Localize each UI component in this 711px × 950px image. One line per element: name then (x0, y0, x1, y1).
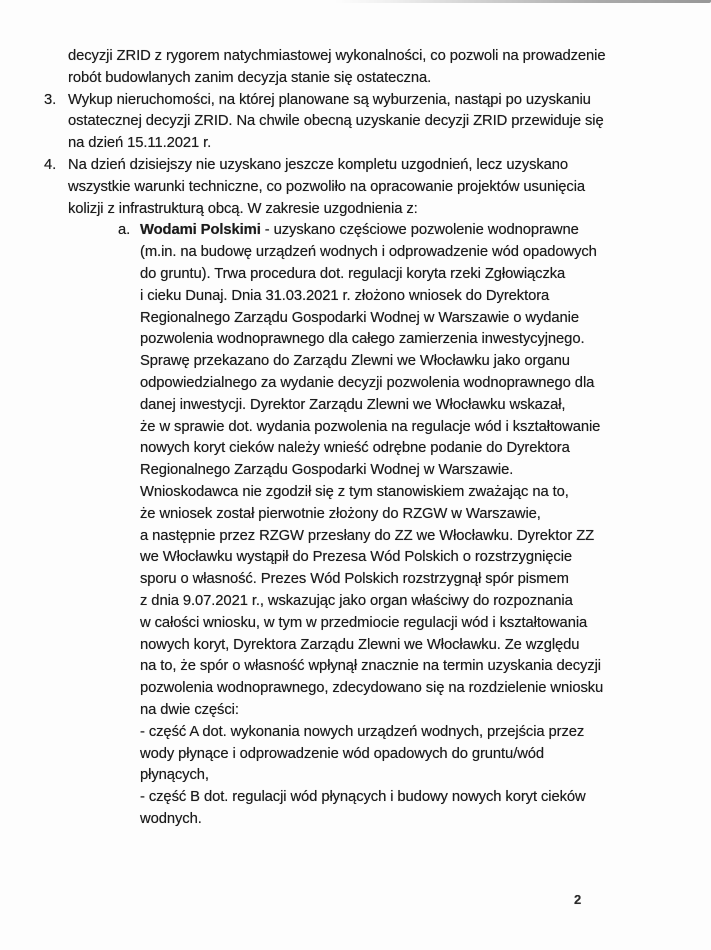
text-line: Wykup nieruchomości, na której planowane są wyburzenia, nastąpi po uzyskaniu (68, 91, 591, 108)
item-4-number: 4. (44, 156, 57, 173)
text-line: wody płynące i odprowadzenie wód opadowych do gruntu/wód (140, 745, 545, 762)
document-body (44, 46, 668, 831)
text-line: i cieku Dunaj. Dnia 31.03.2021 r. złożono wniosek do Dyrektora (140, 287, 550, 304)
text-line: na dwie części: (140, 701, 239, 718)
text-line: wodnych. (140, 810, 202, 827)
text-line: Sprawę przekazano do Zarządu Zlewni we Włocławku jako organu (140, 353, 570, 370)
text-line: Regionalnego Zarządu Gospodarki Wodnej w Warszawie. (140, 462, 514, 479)
text-line: decyzji ZRID z rygorem natychmiastowej wykonalności, co pozwoli na prowadzenie (68, 48, 606, 64)
bold-lead-rest: - uzyskano częściowe pozwolenie wodnoprawne (260, 222, 579, 239)
numbered-item-4 (44, 155, 668, 220)
text-line: kolizji z infrastrukturą obcą. W zakresie uzgodnienia z: (68, 200, 418, 217)
numbered-item-3 (44, 90, 668, 155)
text-line: pozwolenia wodnoprawnego dla całego zamierzenia inwestycyjnego. (140, 331, 585, 348)
text-line: Regionalnego Zarządu Gospodarki Wodnej w Warszawie o wydanie (140, 309, 579, 326)
page-number: 2 (574, 892, 582, 907)
text-line: (m.in. na budowę urządzeń wodnych i odprowadzenie wód opadowych (140, 244, 597, 261)
text-line: robót budowlanych zanim decyzja stanie się ostateczna. (68, 69, 432, 86)
text-line: Wnioskodawca nie zgodził się z tym stanowiskiem zważając na to, (140, 483, 569, 500)
text-line: w całości wniosku, w tym w przedmiocie regulacji wód i kształtowania (140, 614, 588, 631)
text-line-bold-lead (140, 220, 668, 242)
item-3-text (68, 90, 668, 155)
text-line: nowych koryt cieków należy wnieść odrębne podanie do Dyrektora (140, 440, 570, 457)
text-line: na dzień 15.11.2021 r. (68, 135, 212, 152)
text-line: danej inwestycji. Dyrektor Zarządu Zlewni we Włocławku wskazał, (140, 396, 566, 413)
text-line: Na dzień dzisiejszy nie uzyskano jeszcze kompletu uzgodnień, lecz uzyskano (68, 156, 569, 173)
lettered-item-a (118, 220, 668, 830)
item-a-letter: a. (118, 222, 131, 239)
text-line: we Włocławku wystąpił do Prezesa Wód Polskich o rozstrzygnięcie (140, 549, 573, 566)
text-line: do gruntu). Trwa procedura dot. regulacji koryta rzeki Zgłowiączka (140, 265, 566, 282)
text-line: z dnia 9.07.2021 r., wskazując jako organ właściwy do rozpoznania (140, 592, 573, 609)
item-3-number: 3. (44, 91, 57, 108)
text-line: wszystkie warunki techniczne, co pozwoliło na opracowanie projektów usunięcia (68, 178, 586, 195)
item-4-text (68, 155, 668, 220)
item-a-text (140, 242, 668, 831)
text-line: sporu o własność. Prezes Wód Polskich rozstrzygnął spór pismem (140, 571, 569, 588)
text-line: pozwolenia wodnoprawnego, zdecydowano się na rozdzielenie wniosku (140, 680, 604, 697)
paragraph-continuation (68, 46, 668, 90)
scanner-edge-artifact (335, 0, 711, 3)
text-line: nowych koryt, Dyrektora Zarządu Zlewni we Włocławku. Ze względu (140, 636, 580, 653)
bold-lead-text: Wodami Polskimi (140, 222, 261, 239)
text-line: ostatecznej decyzji ZRID. Na chwile obecną uzyskanie decyzji ZRID przewiduje się (68, 113, 604, 130)
text-line: - część B dot. regulacji wód płynących i budowy nowych koryt cieków (140, 789, 586, 806)
text-line: odpowiedzialnego za wydanie decyzji pozwolenia wodnoprawnego dla (140, 374, 595, 391)
text-line: że wniosek został pierwotnie złożony do RZGW w Warszawie, (140, 505, 541, 522)
text-line: płynących, (140, 767, 209, 784)
text-line: - część A dot. wykonania nowych urządzeń wodnych, przejścia przez (140, 723, 585, 740)
text-line: a następnie przez RZGW przesłany do ZZ we Włocławku. Dyrektor ZZ (140, 527, 595, 544)
text-line: że w sprawie dot. wydania pozwolenia na regulacje wód i kształtowanie (140, 418, 601, 435)
text-line: na to, że spór o własność wpłynął znacznie na termin uzyskania decyzji (140, 658, 601, 675)
